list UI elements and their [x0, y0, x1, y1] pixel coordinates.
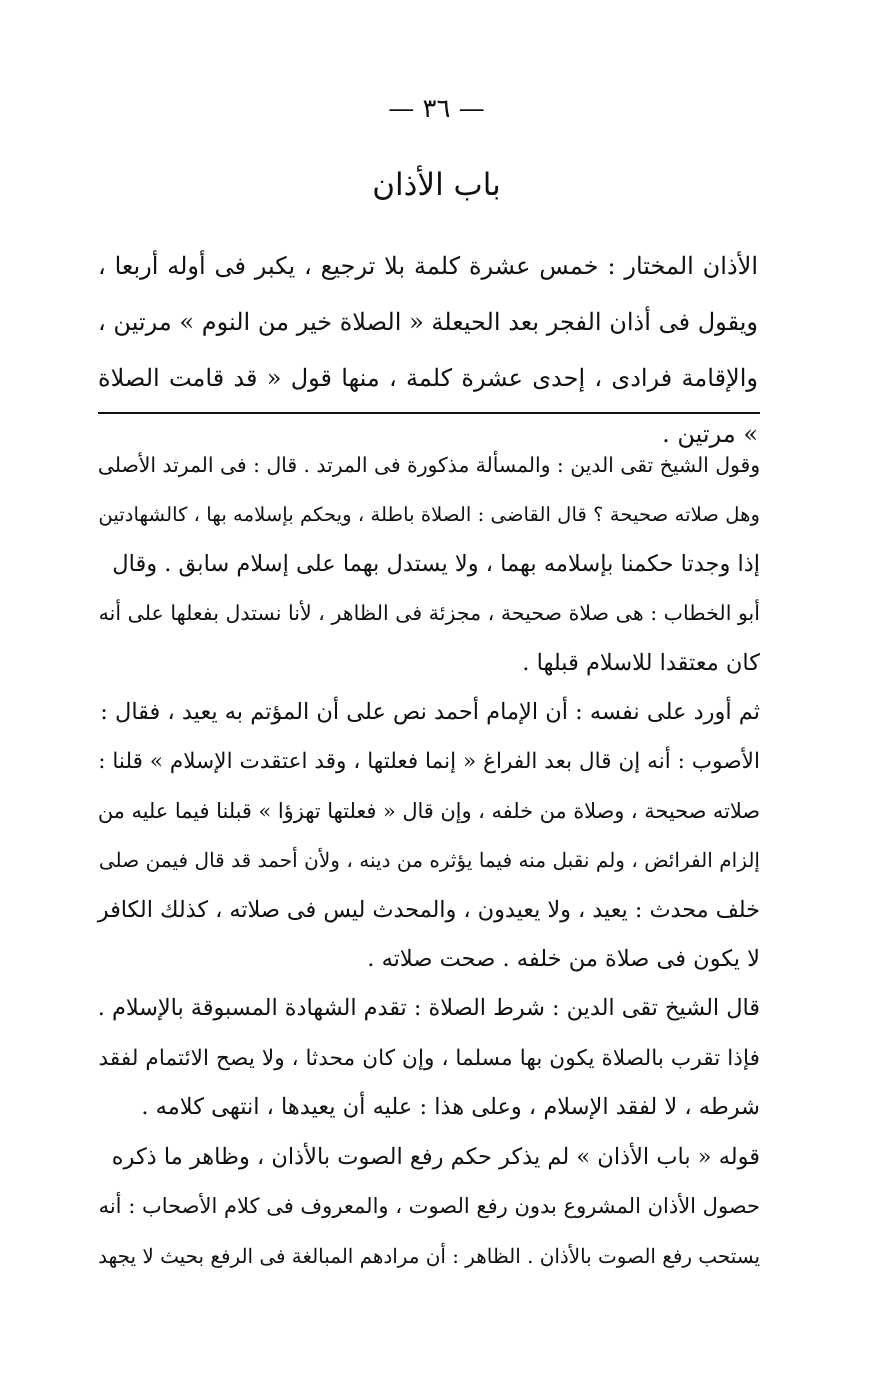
text-line: أبو الخطاب : هى صلاة صحيحة ، مجزئة فى الظاهر ، لأنا نستدل بفعلها على أنه — [98, 601, 760, 626]
text-line: قال الشيخ تقى الدين : شرط الصلاة : تقدم الشهادة المسبوقة بالإسلام . — [97, 995, 760, 1022]
text-line: لا يكون فى صلاة من خلفه . صحت صلاته . — [367, 946, 760, 973]
chapter-title: باب الأذان — [372, 167, 501, 203]
text-line: إلزام الفرائض ، ولم نقبل منه فيما يؤثره من دينه ، ولأن أحمد قد قال فيمن صلى — [98, 848, 760, 873]
page-number: — ٣٦ — — [388, 94, 485, 124]
text-line: حصول الأذان المشروع بدون رفع الصوت ، والمعروف فى كلام الأصحاب : أنه — [98, 1194, 760, 1219]
text-line: كان معتقدا للاسلام قبلها . — [522, 649, 760, 676]
text-line: صلاته صحيحة ، وصلاة من خلفه ، وإن قال « فعلتها تهزؤا » قبلنا فيما عليه من — [97, 798, 760, 823]
commentary-paragraph — [98, 688, 760, 984]
commentary-paragraph — [98, 1133, 760, 1281]
separator-line — [98, 412, 760, 414]
commentary — [98, 441, 760, 1281]
commentary-paragraph — [98, 984, 760, 1132]
text-line: وقول الشيخ تقى الدين : والمسألة مذكورة فى المرتد . قال : فى المرتد الأصلى — [97, 453, 760, 477]
commentary-paragraph — [98, 441, 760, 688]
text-line: الأصوب : أنه إن قال بعد الفراغ « إنما فعلتها ، وقد اعتقدت الإسلام » قلنا : — [98, 749, 760, 775]
text-line: يستحب رفع الصوت بالأذان . الظاهر : أن مرادهم المبالغة فى الرفع بحيث لا يجهد — [98, 1244, 760, 1268]
text-line: وهل صلاته صحيحة ؟ قال القاضى : الصلاة باطلة ، ويحكم بإسلامه بها ، كالشهادتين — [98, 503, 760, 527]
text-line: قوله « باب الأذان » لم يذكر حكم رفع الصوت بالأذان ، وظاهر ما ذكره — [111, 1143, 760, 1170]
text-line: إذا وجدتا حكمنا بإسلامه بهما ، ولا يستدل بهما على إسلام سابق . وقال — [112, 550, 760, 577]
text-line: ثم أورد على نفسه : أن الإمام أحمد نص على أن المؤتم به يعيد ، فقال : — [100, 699, 760, 726]
text-line: فإذا تقرب بالصلاة يكون بها مسلما ، وإن كان محدثا ، ولا يصح الائتمام لفقد — [98, 1045, 760, 1071]
text-line: شرطه ، لا لفقد الإسلام ، وعلى هذا : عليه أن يعيدها ، انتهى كلامه . — [141, 1094, 760, 1121]
text-line: خلف محدث : يعيد ، ولا يعيدون ، والمحدث ليس فى صلاته ، كذلك الكافر — [97, 896, 760, 923]
matn-text: الأذان المختار : خمس عشرة كلمة بلا ترجيع ، يكبر فى أوله أربعا ، ويقول فى أذان الفجر بعد الحيعلة « الصلاة خير من النوم » مرتين ، والإقامة فرادى ، إحدى عشرة كلمة ، منها قول « قد قامت الصلاة » مرتين . — [98, 252, 758, 448]
